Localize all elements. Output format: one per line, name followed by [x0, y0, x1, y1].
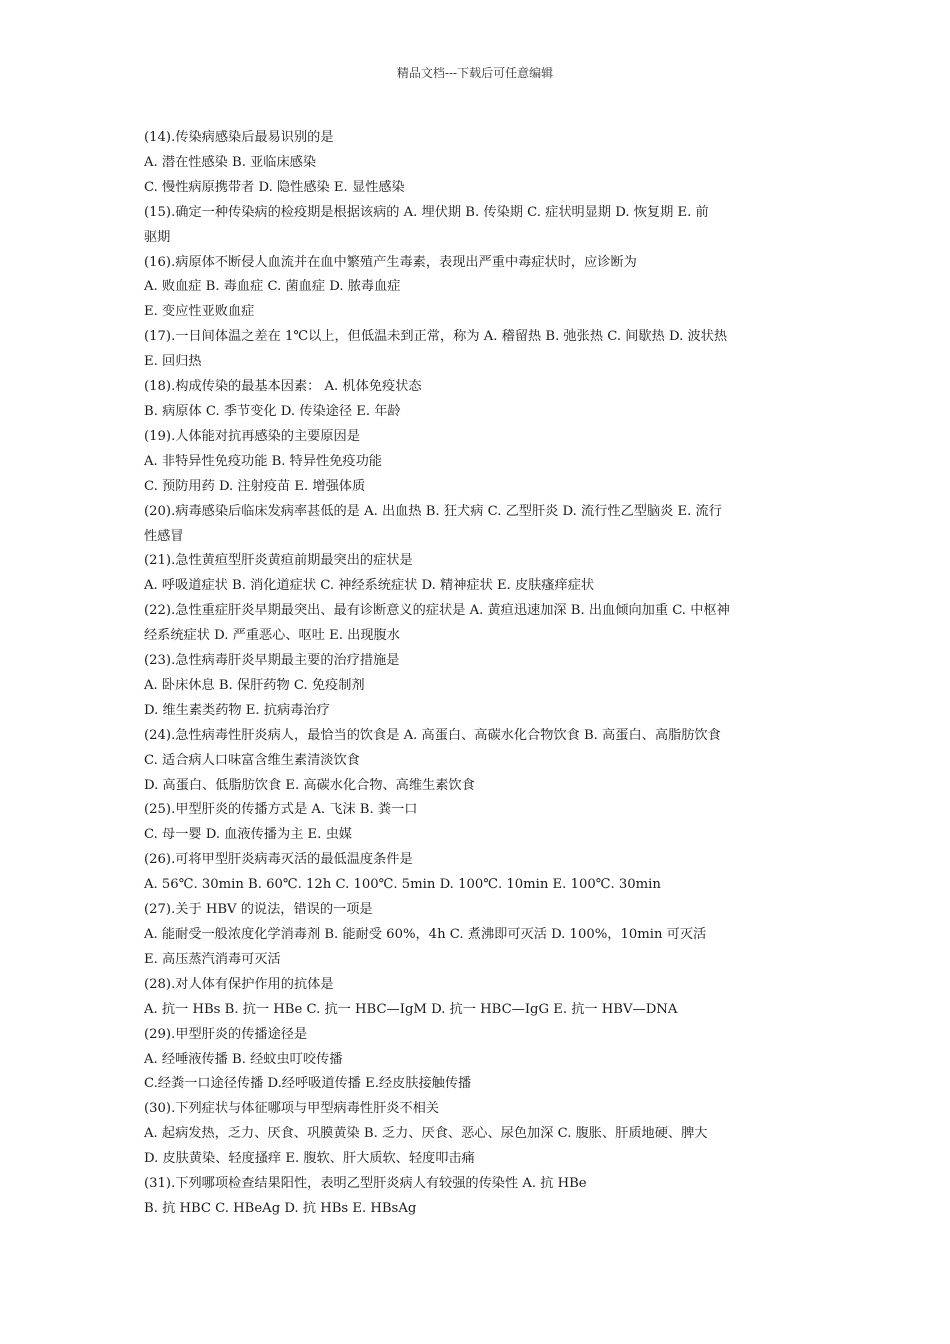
question-line: A. 起病发热，乏力、厌食、巩膜黄染 B. 乏力、厌食、恶心、尿色加深 C. 腹胀、肝质地硬、脾大	[144, 1126, 708, 1142]
document-body	[144, 126, 808, 1222]
question-line: (28).对人体有保护作用的抗体是	[144, 976, 334, 992]
question-line: (15).确定一种传染病的检疫期是根据该病的 A. 埋伏期 B. 传染期 C. 症状明显期 D. 恢复期 E. 前	[144, 204, 709, 220]
question-line: (23).急性病毒肝炎早期最主要的治疗措施是	[144, 653, 400, 669]
question-line: (21).急性黄疸型肝炎黄疸前期最突出的症状是	[144, 553, 413, 569]
question-line: A. 卧床休息 B. 保肝药物 C. 免疫制剂	[144, 677, 365, 693]
question-line: (25).甲型肝炎的传播方式是 A. 飞沫 B. 粪一口	[144, 802, 418, 818]
question-line: (27).关于 HBV 的说法，错误的一项是	[144, 902, 373, 918]
question-line: A. 经唾液传播 B. 经蚊虫叮咬传播	[144, 1051, 343, 1067]
question-line: A. 呼吸道症状 B. 消化道症状 C. 神经系统症状 D. 精神症状 E. 皮肤瘙痒症状	[144, 578, 595, 594]
question-line: B. 病原体 C. 季节变化 D. 传染途径 E. 年龄	[144, 403, 401, 419]
question-line: E. 回归热	[144, 354, 202, 370]
question-line: E. 变应性亚败血症	[144, 304, 255, 320]
question-line: C. 母一婴 D. 血液传播为主 E. 虫媒	[144, 827, 352, 843]
question-line: A. 败血症 B. 毒血症 C. 菌血症 D. 脓毒血症	[144, 279, 401, 295]
question-line: (18).构成传染的最基本因素： A. 机体免疫状态	[144, 379, 422, 395]
question-line: (29).甲型肝炎的传播途径是	[144, 1026, 308, 1042]
question-line: D. 高蛋白、低脂肪饮食 E. 高碳水化合物、高维生素饮食	[144, 777, 475, 793]
question-line: (14).传染病感染后最易识别的是	[144, 130, 334, 145]
question-line: A. 潜在性感染 B. 亚临床感染	[144, 154, 317, 170]
question-line: C. 慢性病原携带者 D. 隐性感染 E. 显性感染	[144, 179, 405, 195]
question-line: D. 维生素类药物 E. 抗病毒治疗	[144, 702, 330, 718]
question-line: (17).一日间体温之差在 1℃以上，但低温未到正常，称为 A. 稽留热 B. 弛张热 C. 间歇热 D. 波状热	[144, 329, 728, 345]
page-header: 精品文档---下载后可任意编辑	[396, 66, 554, 80]
question-line: (26).可将甲型肝炎病毒灭活的最低温度条件是	[144, 852, 413, 868]
question-line: A. 56℃. 30min B. 60℃. 12h C. 100℃. 5min D. 100℃. 10min E. 100℃. 30min	[144, 877, 661, 893]
question-line: C. 适合病人口味富含维生素清淡饮食	[144, 752, 360, 768]
question-line: A. 非特异性免疫功能 B. 特异性免疫功能	[144, 453, 382, 469]
question-line: (16).病原体不断侵人血流并在血中繁殖产生毒素，表现出严重中毒症状时，应诊断为	[144, 254, 637, 270]
question-line: A. 抗一 HBs B. 抗一 HBe C. 抗一 HBC—IgM D. 抗一 HBC—IgG E. 抗一 HBV—DNA	[144, 1001, 678, 1017]
question-line: 经系统症状 D. 严重恶心、呕吐 E. 出现腹水	[144, 628, 400, 644]
question-line: (30).下列症状与体征哪项与甲型病毒性肝炎不相关	[144, 1101, 440, 1117]
question-line: (31).下列哪项检查结果阳性，表明乙型肝炎病人有较强的传染性 A. 抗 HBe	[144, 1176, 587, 1192]
question-line: C.经粪一口途径传播 D.经呼吸道传播 E.经皮肤接触传播	[144, 1076, 472, 1092]
question-line: D. 皮肤黄染、轻度搔痒 E. 腹软、肝大质软、轻度叩击痛	[144, 1151, 475, 1167]
question-line: (20).病毒感染后临床发病率甚低的是 A. 出血热 B. 狂犬病 C. 乙型肝炎 D. 流行性乙型脑炎 E. 流行	[144, 503, 722, 519]
question-line: B. 抗 HBC C. HBeAg D. 抗 HBs E. HBsAg	[144, 1200, 417, 1216]
question-line: 性感冒	[144, 528, 184, 544]
question-line: 驱期	[144, 229, 171, 245]
question-line: A. 能耐受一般浓度化学消毒剂 B. 能耐受 60%，4h C. 煮沸即可灭活 D. 100%，10min 可灭活	[144, 927, 707, 942]
question-line: C. 预防用药 D. 注射疫苗 E. 增强体质	[144, 478, 366, 494]
question-line: (24).急性病毒性肝炎病人，最恰当的饮食是 A. 高蛋白、高碳水化合物饮食 B. 高蛋白、高脂肪饮食	[144, 727, 721, 743]
question-line: E. 高压蒸汽消毒可灭活	[144, 951, 281, 967]
question-line: (19).人体能对抗再感染的主要原因是	[144, 428, 360, 444]
question-line: (22).急性重症肝炎早期最突出、最有诊断意义的症状是 A. 黄疸迅速加深 B. 出血倾向加重 C. 中枢神	[144, 603, 730, 619]
